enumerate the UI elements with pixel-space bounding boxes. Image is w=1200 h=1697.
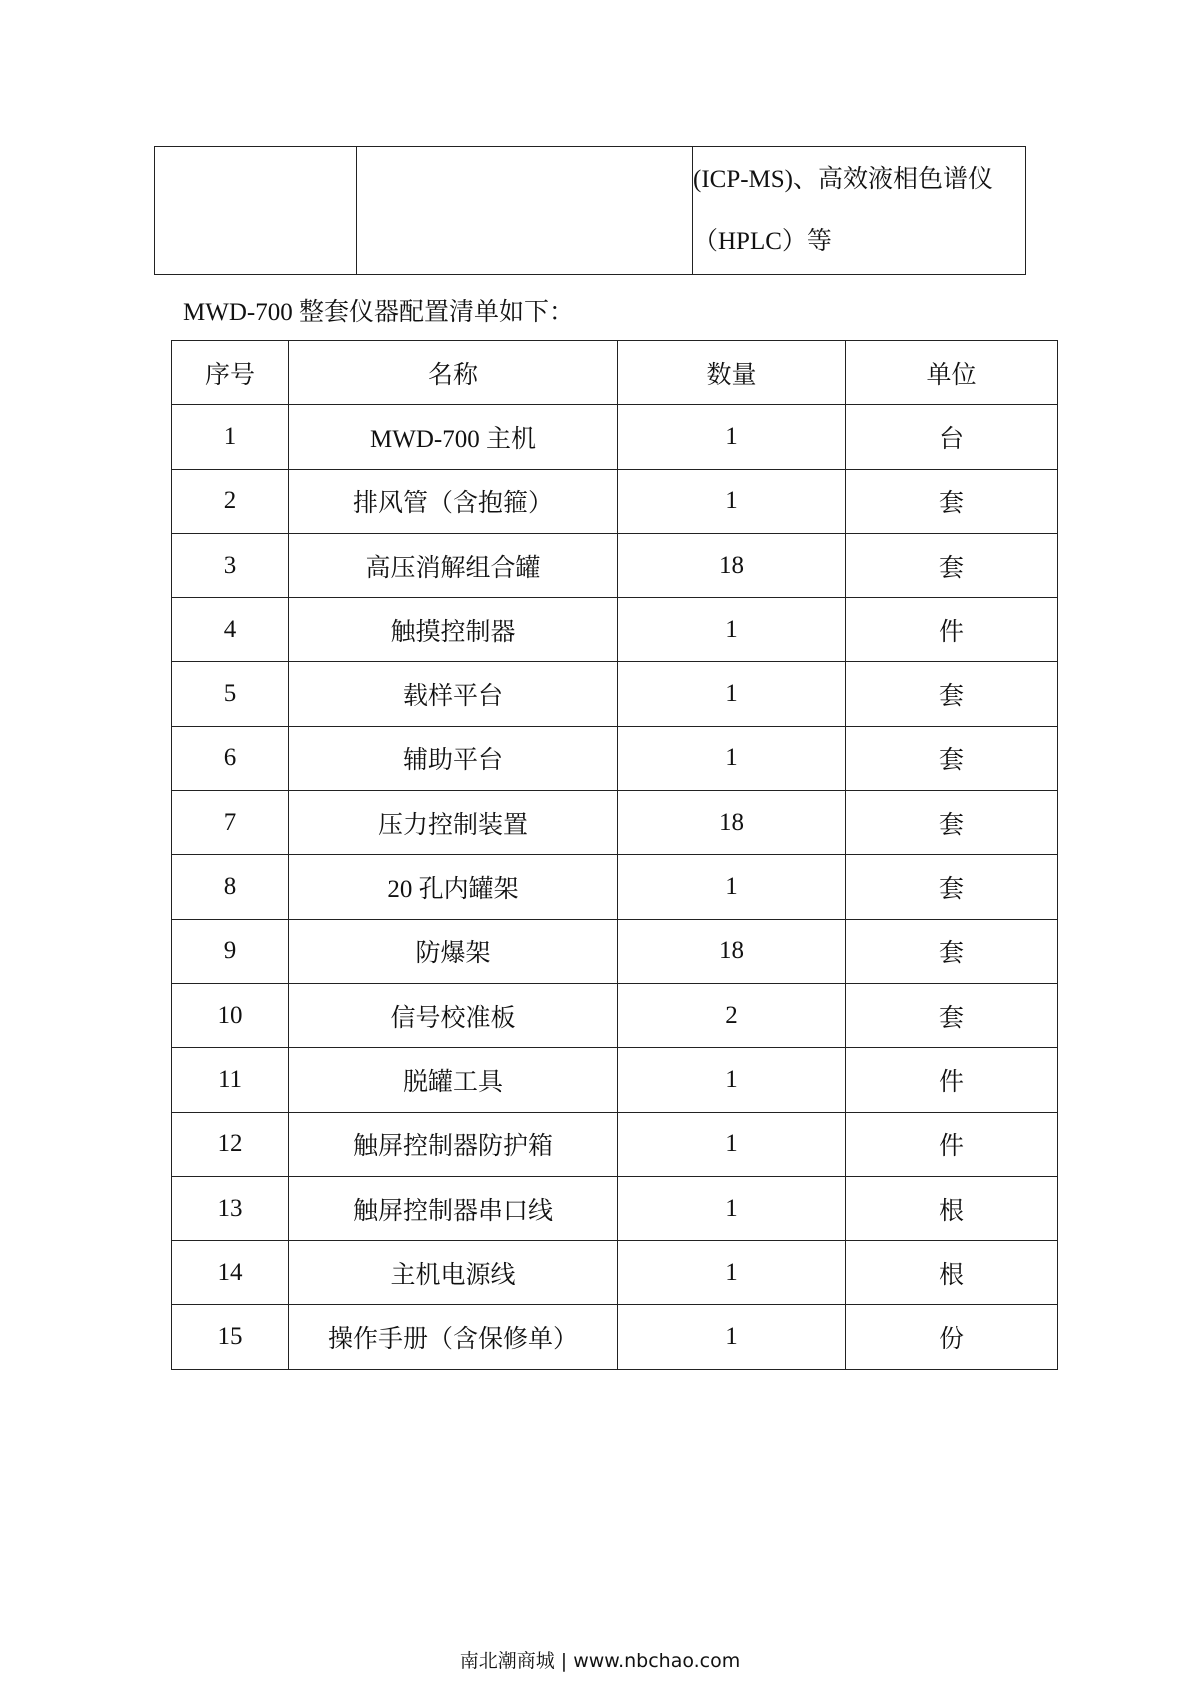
config-table: [171, 340, 1058, 1370]
unit: 件: [846, 1048, 1058, 1112]
unit: 件: [846, 598, 1058, 662]
unit: 套: [846, 726, 1058, 790]
table-row: [172, 1305, 1058, 1369]
unit: 套: [846, 469, 1058, 533]
quantity: 1: [618, 1241, 846, 1305]
item-name: MWD-700 主机: [289, 405, 618, 469]
unit: 套: [846, 533, 1058, 597]
quantity: 1: [618, 1176, 846, 1240]
unit: 件: [846, 1112, 1058, 1176]
item-name: 主机电源线: [289, 1241, 618, 1305]
unit: 份: [846, 1305, 1058, 1369]
unit: 根: [846, 1241, 1058, 1305]
table-row: [172, 1112, 1058, 1176]
item-name: 防爆架: [289, 919, 618, 983]
table-row: [172, 598, 1058, 662]
quantity: 1: [618, 1305, 846, 1369]
quantity: 18: [618, 533, 846, 597]
item-name: 信号校准板: [289, 983, 618, 1047]
item-name: 辅助平台: [289, 726, 618, 790]
empty-cell: [155, 147, 357, 275]
row-index: 11: [172, 1048, 289, 1112]
row-index: 5: [172, 662, 289, 726]
item-name: 载样平台: [289, 662, 618, 726]
item-name: 触屏控制器串口线: [289, 1176, 618, 1240]
item-name: 排风管（含抱箍）: [289, 469, 618, 533]
instrument-cell: [693, 147, 1026, 275]
table-row: [172, 662, 1058, 726]
row-index: 4: [172, 598, 289, 662]
footer-watermark: 南北潮商城 | www.nbchao.com: [459, 1650, 741, 1672]
continued-table: [154, 146, 1026, 275]
row-index: 14: [172, 1241, 289, 1305]
header-cell: 名称: [289, 341, 618, 405]
row-index: 13: [172, 1176, 289, 1240]
row-index: 9: [172, 919, 289, 983]
quantity: 1: [618, 469, 846, 533]
quantity: 1: [618, 1112, 846, 1176]
quantity: 1: [618, 598, 846, 662]
table-row: [172, 533, 1058, 597]
header-cell: 数量: [618, 341, 846, 405]
item-name: 触摸控制器: [289, 598, 618, 662]
quantity: 1: [618, 405, 846, 469]
row-index: 12: [172, 1112, 289, 1176]
unit: 套: [846, 855, 1058, 919]
header-cell: 单位: [846, 341, 1058, 405]
unit: 套: [846, 662, 1058, 726]
unit: 根: [846, 1176, 1058, 1240]
quantity: 18: [618, 791, 846, 855]
unit: 台: [846, 405, 1058, 469]
row-index: 15: [172, 1305, 289, 1369]
row-index: 2: [172, 469, 289, 533]
unit: 套: [846, 791, 1058, 855]
item-name: 触屏控制器防护箱: [289, 1112, 618, 1176]
table-row: [172, 405, 1058, 469]
header-cell: 序号: [172, 341, 289, 405]
unit: 套: [846, 983, 1058, 1047]
row-index: 7: [172, 791, 289, 855]
table-row: [172, 469, 1058, 533]
quantity: 1: [618, 726, 846, 790]
row-index: 10: [172, 983, 289, 1047]
unit: 套: [846, 919, 1058, 983]
table-row: [172, 919, 1058, 983]
row-index: 1: [172, 405, 289, 469]
item-name: 压力控制装置: [289, 791, 618, 855]
table-row: [172, 1048, 1058, 1112]
row-index: 3: [172, 533, 289, 597]
table-row: [172, 1176, 1058, 1240]
cell-line: （HPLC）等: [693, 227, 832, 255]
quantity: 1: [618, 1048, 846, 1112]
table-row: [172, 1241, 1058, 1305]
empty-cell: [357, 147, 693, 275]
quantity: 1: [618, 662, 846, 726]
table-caption: MWD-700 整套仪器配置清单如下：: [183, 299, 574, 326]
quantity: 18: [618, 919, 846, 983]
table-header-row: [172, 341, 1058, 405]
cell-line: (ICP-MS)、高效液相色谱仪: [693, 165, 994, 193]
row-index: 8: [172, 855, 289, 919]
table-row: [172, 855, 1058, 919]
row-index: 6: [172, 726, 289, 790]
item-name: 20 孔内罐架: [289, 855, 618, 919]
table-row: [172, 726, 1058, 790]
item-name: 脱罐工具: [289, 1048, 618, 1112]
item-name: 操作手册（含保修单）: [289, 1305, 618, 1369]
quantity: 1: [618, 855, 846, 919]
table-row: [172, 983, 1058, 1047]
table-row: [172, 791, 1058, 855]
quantity: 2: [618, 983, 846, 1047]
item-name: 高压消解组合罐: [289, 533, 618, 597]
